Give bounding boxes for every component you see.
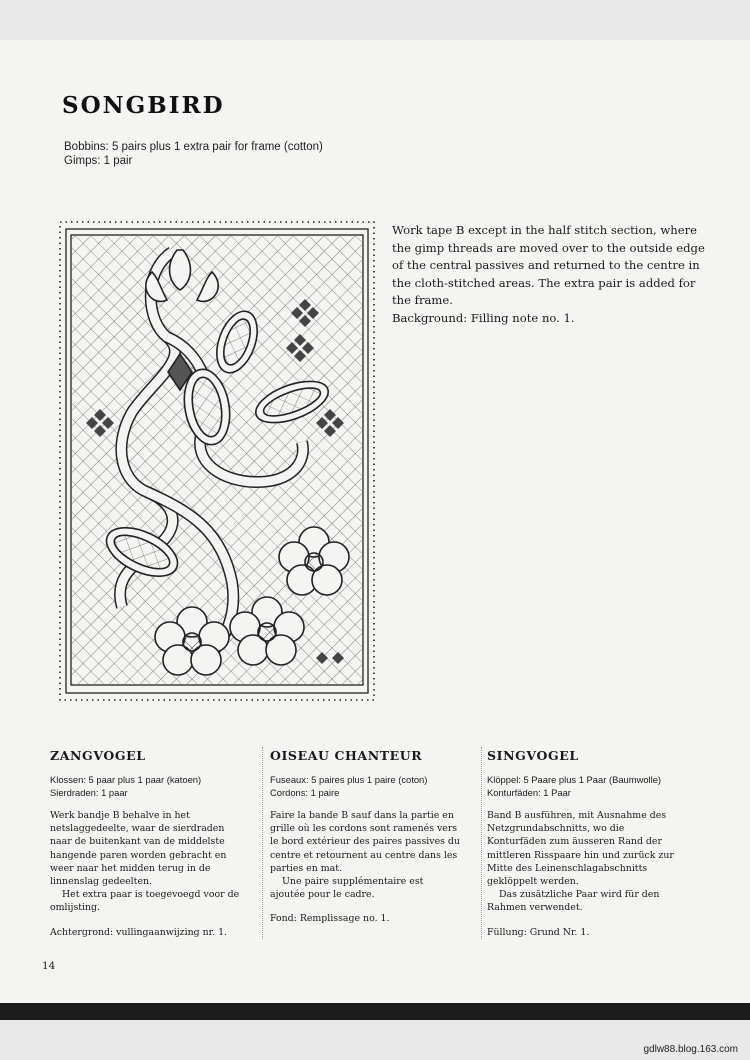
english-instructions: Work tape B except in the half stitch section, where the gimp threads are moved over to the outside edge of the central passives and returned to the centre in the cloth-stitched areas. The extra pair is added for the frame.: [392, 223, 705, 307]
net-ground: [72, 236, 362, 684]
english-description: [392, 222, 710, 327]
german-body-extra: Das zusätzliche Paar wird für den Rahmen verwendet.: [487, 889, 660, 914]
english-background: Background: Filling note no. 1.: [392, 310, 575, 325]
french-body-extra: Une paire supplémentaire est ajoutée pour le cadre.: [270, 876, 424, 901]
french-background: Fond: Remplissage no. 1.: [270, 913, 390, 925]
french-spec-gimps: Cordons: 1 paire: [270, 787, 340, 798]
french-heading: OISEAU CHANTEUR: [270, 748, 423, 763]
bobbins-spec: Bobbins: 5 pairs plus 1 extra pair for frame (cotton): [64, 141, 323, 153]
german-spec-gimps: Konturfäden: 1 Paar: [487, 787, 571, 798]
blog-watermark: gdlw88.blog.163.com: [643, 1044, 738, 1055]
french-body: Faire la bande B sauf dans la partie en grille où les cordons sont ramenés vers le bord extérieur des paires passives du centre et retournent au centre dans les parties en mat.: [270, 810, 460, 874]
column-divider: [481, 747, 482, 939]
book-page: [0, 40, 750, 1020]
german-background: Füllung: Grund Nr. 1.: [487, 926, 590, 938]
dutch-heading: ZANGVOGEL: [50, 748, 146, 763]
top-bud: [170, 250, 191, 290]
songbird-lace-pattern: [52, 212, 382, 708]
dutch-background: Achtergrond: vullingaanwijzing nr. 1.: [50, 926, 228, 938]
german-body: Band B ausführen, mit Ausnahme des Netzgrundabschnitts, wo die Konturfäden zum äusseren Rand der mittleren Risspaare hin und zurück zur Mitte des Leinenschlagabschnitts geklöppelt werden.: [487, 810, 674, 888]
dutch-column: [50, 748, 240, 938]
column-divider: [262, 747, 263, 939]
french-spec-bobbins: Fuseaux: 5 paires plus 1 paire (coton): [270, 774, 428, 785]
dutch-body-extra: Het extra paar is toegevoegd voor de omlijsting.: [50, 889, 240, 914]
dutch-body: Werk bandje B behalve in het netslaggedeelte, waar de sierdraden naar de buitenkant van de middelste hangende paren worden gebracht en weer naar het midden terug in de linnenslag gedeelten.: [50, 810, 227, 888]
french-column: [270, 748, 460, 924]
page-number: 14: [42, 960, 56, 972]
german-column: [487, 748, 677, 938]
dutch-spec-gimps: Sierdraden: 1 paar: [50, 787, 128, 798]
page-title: SONGBIRD: [62, 92, 225, 119]
german-heading: SINGVOGEL: [487, 748, 579, 763]
dutch-spec-bobbins: Klossen: 5 paar plus 1 paar (katoen): [50, 774, 202, 785]
german-spec-bobbins: Klöppel: 5 Paare plus 1 Paar (Baumwolle): [487, 774, 662, 785]
gimps-spec: Gimps: 1 pair: [64, 155, 133, 167]
scan-edge-band: [0, 1003, 750, 1020]
